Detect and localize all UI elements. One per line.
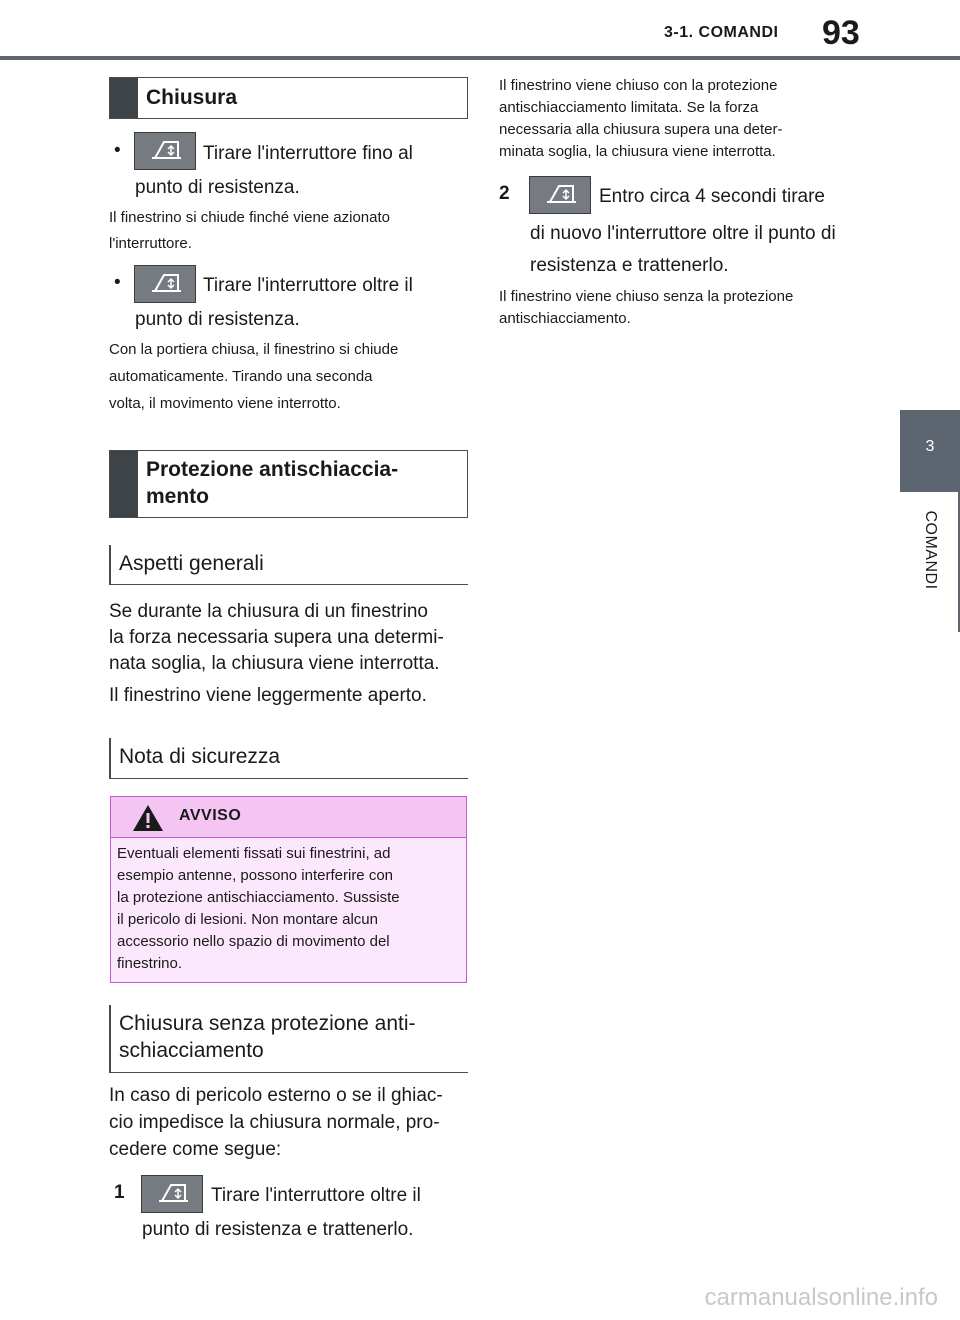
subheading-senza-line2: schiacciamento: [119, 1039, 264, 1062]
subheading-aspetti-text: Aspetti generali: [119, 552, 264, 575]
aspetti-line1: Se durante la chiusura di un finestrino: [109, 601, 428, 622]
bullet2-note-line2: automaticamente. Tirando una seconda: [109, 368, 373, 385]
subheading-aspetti: [109, 545, 468, 585]
step2-note-line2: antischiacciamento.: [499, 310, 631, 327]
chapter-label: COMANDI: [922, 510, 939, 590]
heading-chiusura: [109, 77, 468, 119]
step2-line1: Entro circa 4 secondi tirare: [599, 186, 825, 207]
bullet1-note-line1: Il finestrino si chiude finché viene azionato: [109, 209, 391, 226]
section-title: 3-1. COMANDI: [664, 24, 779, 41]
warning-line: il pericolo di lesioni. Non montare alcun: [117, 911, 378, 928]
senza-line3: cedere come segue:: [109, 1139, 282, 1160]
bullet1-text-line1: Tirare l'interruttore fino al: [203, 143, 413, 164]
subheading-senza: [109, 1005, 468, 1073]
heading-chiusura-text: Chiusura: [146, 86, 238, 109]
intro-line2: antischiacciamento limitata. Se la forza: [499, 99, 759, 116]
heading-bar: [110, 451, 138, 517]
bullet2-text-line1: Tirare l'interruttore oltre il: [203, 275, 413, 296]
intro-line4: minata soglia, la chiusura viene interrotta.: [499, 143, 776, 160]
aspetti-line4: Il finestrino viene leggermente aperto.: [109, 685, 427, 706]
warning-title: AVVISO: [179, 807, 242, 824]
intro-line1: Il finestrino viene chiuso con la protezione: [499, 77, 778, 94]
watermark: carmanualsonline.info: [704, 1284, 938, 1311]
heading-protezione-line1: Protezione antischiaccia-: [146, 458, 399, 481]
aspetti-line2: la forza necessaria supera una determi-: [109, 627, 444, 648]
senza-line1: In caso di pericolo esterno o se il ghiac-: [109, 1085, 443, 1106]
warning-triangle-icon: [131, 803, 165, 833]
intro-line3: necessaria alla chiusura supera una deter-: [499, 121, 783, 138]
header-rule: [0, 56, 960, 60]
page-number: 93: [822, 14, 860, 52]
subheading-senza-line1: Chiusura senza protezione anti-: [119, 1012, 416, 1035]
heading-bar: [110, 78, 138, 118]
window-switch-icon: [141, 1175, 203, 1213]
warning-box: [110, 796, 467, 983]
step1-line2: punto di resistenza e trattenerlo.: [142, 1219, 414, 1240]
bullet2-note-line1: Con la portiera chiusa, il finestrino si chiude: [109, 341, 399, 358]
bullet1-note-line2: l'interruttore.: [109, 235, 192, 252]
chapter-number: 3: [925, 438, 935, 455]
heading-protezione: [109, 450, 468, 518]
warning-line: la protezione antischiacciamento. Sussiste: [117, 889, 400, 906]
warning-line: finestrino.: [117, 955, 183, 972]
aspetti-line3: nata soglia, la chiusura viene interrotta.: [109, 653, 440, 674]
bullet1-text-line2: punto di resistenza.: [135, 177, 300, 198]
window-switch-icon: [134, 265, 196, 303]
bullet2-text-line2: punto di resistenza.: [135, 309, 300, 330]
warning-line: Eventuali elementi fissati sui finestrini, ad: [117, 845, 391, 862]
step2-line2: di nuovo l'interruttore oltre il punto di: [530, 223, 836, 244]
subheading-nota: [109, 738, 468, 779]
window-switch-icon: [134, 132, 196, 170]
step2-line3: resistenza e trattenerlo.: [530, 255, 729, 276]
warning-header: [111, 797, 466, 838]
step1-line1: Tirare l'interruttore oltre il: [211, 1185, 421, 1206]
window-switch-icon: [529, 176, 591, 214]
step2-note-line1: Il finestrino viene chiuso senza la protezione: [499, 288, 794, 305]
warning-line: accessorio nello spazio di movimento del: [117, 933, 390, 950]
subheading-nota-text: Nota di sicurezza: [119, 745, 281, 768]
step1-number: 1: [114, 1182, 125, 1203]
heading-protezione-line2: mento: [146, 485, 209, 508]
bullet-marker: •: [114, 140, 121, 161]
senza-line2: cio impedisce la chiusura normale, pro-: [109, 1112, 440, 1133]
bullet2-note-line3: volta, il movimento viene interrotto.: [109, 395, 341, 412]
warning-line: esempio antenne, possono interferire con: [117, 867, 394, 884]
step2-number: 2: [499, 183, 510, 204]
warning-body: [117, 843, 457, 975]
bullet-marker: •: [114, 272, 121, 293]
